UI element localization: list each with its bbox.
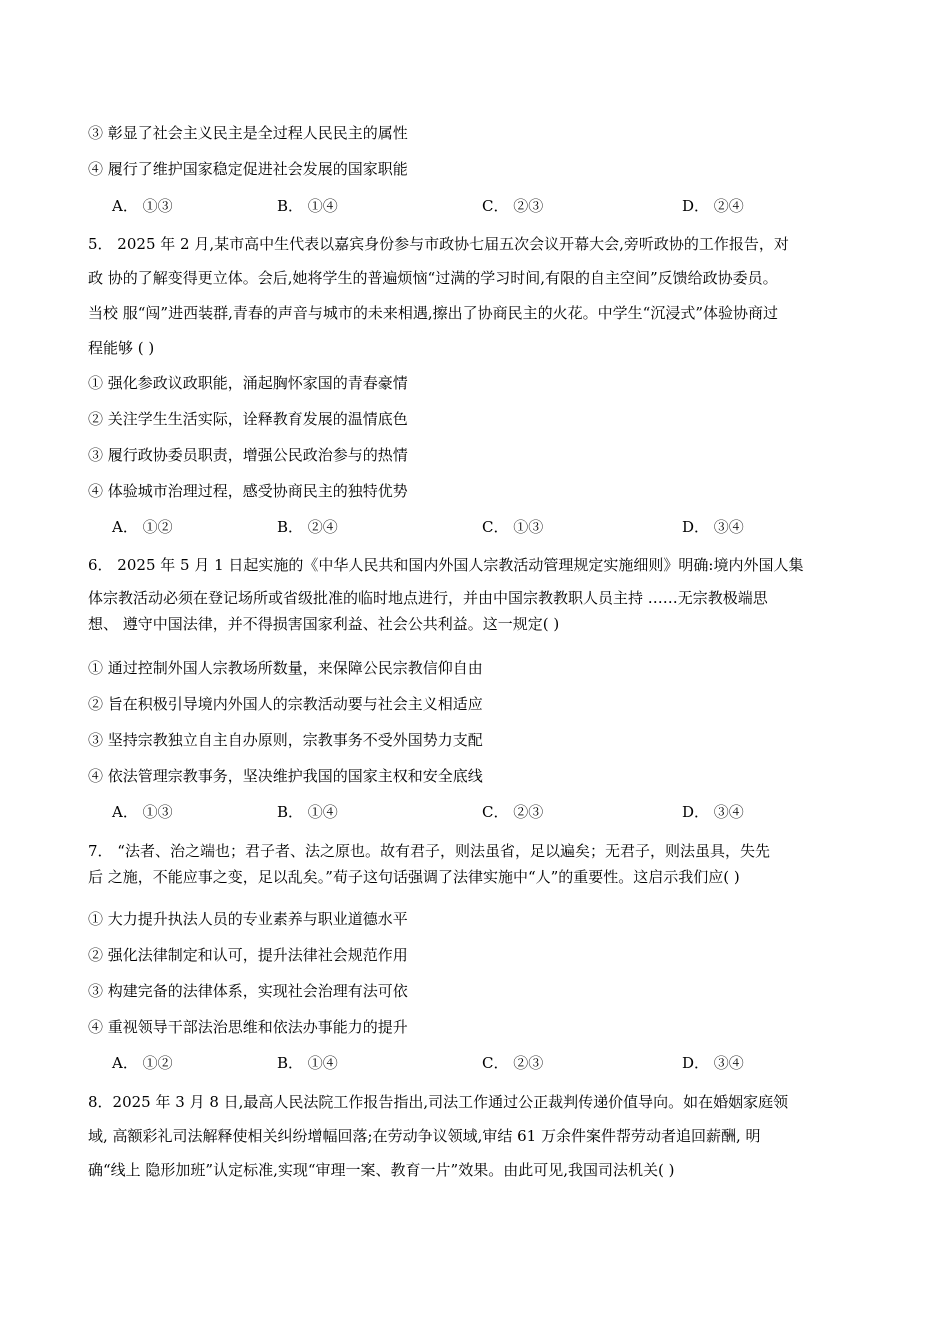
q5-stem-line-4: 程能够 ( ) xyxy=(88,339,155,357)
q4-option-a[interactable]: A． ①③ xyxy=(112,197,173,215)
q7-option-a[interactable]: A． ①② xyxy=(112,1054,173,1072)
q7-stem-line-1: 7． “法者、治之端也；君子者、法之原也。故有君子，则法虽省，足以遍矣；无君子，则法虽具，失先 xyxy=(88,842,770,860)
q6-item-4: ④ 依法管理宗教事务，坚决维护我国的国家主权和安全底线 xyxy=(88,767,483,785)
q5-item-2: ② 关注学生生活实际，诠释教育发展的温情底色 xyxy=(88,410,408,428)
q7-option-d[interactable]: D． ③④ xyxy=(682,1054,744,1072)
q7-stem-line-2: 后 之施，不能应事之变，足以乱矣。”荀子这句话强调了法律实施中“人”的重要性。这启示我们应( ) xyxy=(88,868,740,886)
q5-stem-line-3: 当校 服“闯”进西装群,青春的声音与城市的未来相遇,擦出了协商民主的火花。中学生“沉浸式”体验协商过 xyxy=(88,304,778,322)
q4-options xyxy=(112,196,872,216)
q4-option-b[interactable]: B． ①④ xyxy=(277,197,338,215)
q6-stem-line-2: 体宗教活动必须在登记场所或省级批准的临时地点进行，并由中国宗教教职人员主持 ……无宗教极端思 xyxy=(88,589,768,607)
q4-option-c[interactable]: C． ②③ xyxy=(482,197,544,215)
q7-item-2: ② 强化法律制定和认可，提升法律社会规范作用 xyxy=(88,946,408,964)
q6-stem-line-1: 6． 2025 年 5 月 1 日起实施的《中华人民共和国内外国人宗教活动管理规定实施细则》明确:境内外国人集 xyxy=(88,556,804,574)
q6-option-d[interactable]: D． ③④ xyxy=(682,803,744,821)
q5-item-3: ③ 履行政协委员职责，增强公民政治参与的热情 xyxy=(88,446,408,464)
q8-stem-line-2: 域, 高额彩礼司法解释使相关纠纷增幅回落;在劳动争议领域,审结 61 万余件案件帮劳动者追回薪酬, 明 xyxy=(88,1127,761,1145)
q8-stem-line-1: 8．2025 年 3 月 8 日,最高人民法院工作报告指出,司法工作通过公正裁判传递价值导向。如在婚姻家庭领 xyxy=(88,1093,789,1111)
q6-item-2: ② 旨在积极引导境内外国人的宗教活动要与社会主义相适应 xyxy=(88,695,483,713)
q4-option-d[interactable]: D． ②④ xyxy=(682,197,744,215)
q5-stem-line-2: 政 协的了解变得更立体。会后,她将学生的普遍烦恼“过满的学习时间,有限的自主空间”反馈给政协委员。 xyxy=(88,269,778,287)
q7-option-b[interactable]: B． ①④ xyxy=(277,1054,338,1072)
q7-option-c[interactable]: C． ②③ xyxy=(482,1054,544,1072)
q5-option-d[interactable]: D． ③④ xyxy=(682,518,744,536)
q6-item-3: ③ 坚持宗教独立自主自办原则，宗教事务不受外国势力支配 xyxy=(88,731,483,749)
q5-option-b[interactable]: B． ②④ xyxy=(277,518,338,536)
q7-item-3: ③ 构建完备的法律体系，实现社会治理有法可依 xyxy=(88,982,408,1000)
q7-item-1: ① 大力提升执法人员的专业素养与职业道德水平 xyxy=(88,910,408,928)
q4-item-3: ③ 彰显了社会主义民主是全过程人民民主的属性 xyxy=(88,124,408,142)
q6-options xyxy=(112,802,872,822)
q5-item-1: ① 强化参政议政职能，涌起胸怀家国的青春豪情 xyxy=(88,374,408,392)
q6-item-1: ① 通过控制外国人宗教场所数量，来保障公民宗教信仰自由 xyxy=(88,659,483,677)
q8-stem-line-3: 确“线上 隐形加班”认定标准,实现“审理一案、教育一片”效果。由此可见,我国司法机关( ) xyxy=(88,1161,675,1179)
q6-option-c[interactable]: C． ②③ xyxy=(482,803,544,821)
q6-option-a[interactable]: A． ①③ xyxy=(112,803,173,821)
q5-option-a[interactable]: A． ①② xyxy=(112,518,173,536)
q6-option-b[interactable]: B． ①④ xyxy=(277,803,338,821)
q4-item-4: ④ 履行了维护国家稳定促进社会发展的国家职能 xyxy=(88,160,408,178)
q7-item-4: ④ 重视领导干部法治思维和依法办事能力的提升 xyxy=(88,1018,408,1036)
q5-option-c[interactable]: C． ①③ xyxy=(482,518,544,536)
q5-options xyxy=(112,517,872,537)
q5-item-4: ④ 体验城市治理过程，感受协商民主的独特优势 xyxy=(88,482,408,500)
q5-stem-line-1: 5． 2025 年 2 月,某市高中生代表以嘉宾身份参与市政协七届五次会议开幕大会,旁听政协的工作报告，对 xyxy=(88,235,789,253)
q7-options xyxy=(112,1053,872,1073)
q6-stem-line-3: 想、 遵守中国法律，并不得损害国家利益、社会公共利益。这一规定( ) xyxy=(88,615,560,633)
